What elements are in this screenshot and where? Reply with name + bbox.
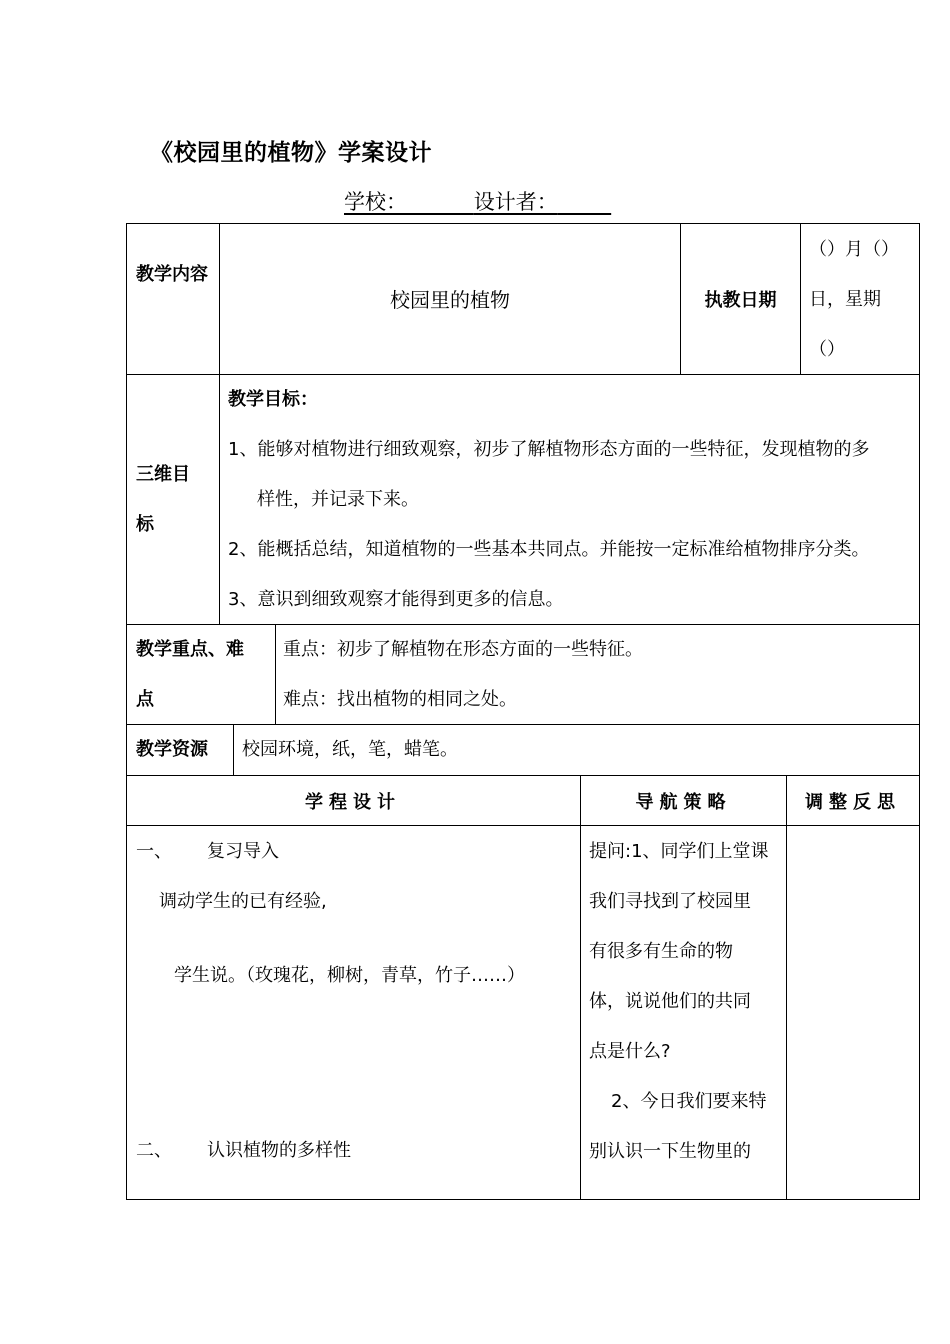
designer-label: 设计者： [473, 190, 558, 214]
guide-line: 2、今日我们要来特 [611, 1091, 767, 1112]
key-point: 重点：初步了解植物在形态方面的一些特征。 [283, 639, 643, 660]
teaching-resources-label: 教学资源 [136, 739, 208, 760]
section-2-title: 认识植物的多样性 [207, 1140, 351, 1161]
teaching-goals [228, 375, 918, 625]
school-label: 学校： [344, 190, 407, 214]
teaching-resources-value: 校园环境，纸，笔，蜡笔。 [242, 739, 458, 760]
section-2-number: 二、 [136, 1140, 172, 1161]
section-1-line-2: 学生说。（玫瑰花，柳树，青草，竹子……） [174, 965, 525, 986]
guide-line: 点是什么? [589, 1041, 671, 1062]
key-difficult-points-label: 教学重点、难 点 [136, 639, 244, 710]
guide-line: 别认识一下生物里的 [589, 1141, 751, 1162]
column-header-learning-design: 学程设计 [305, 791, 401, 813]
difficult-point: 难点：找出植物的相同之处。 [283, 689, 517, 710]
column-header-guidance-strategy: 导航策略 [635, 791, 732, 813]
goal-1-continued: 样性，并记录下来。 [257, 489, 419, 510]
teaching-date-value: （）月（） 日，星期 （） [809, 239, 899, 360]
guide-line: 我们寻找到了校园里 [589, 891, 751, 912]
key-difficult-points [283, 625, 913, 725]
section-1-number: 一、 [136, 841, 172, 862]
learning-design-content [136, 827, 576, 1197]
teaching-content-label: 教学内容 [136, 264, 208, 285]
section-1-title: 复习导入 [207, 841, 279, 862]
guide-line: 体，说说他们的共同 [589, 991, 751, 1012]
goal-3: 3、意识到细致观察才能得到更多的信息。 [228, 589, 564, 610]
teaching-date-label: 执教日期 [704, 289, 777, 311]
reflection-content [787, 826, 919, 1199]
teaching-goals-heading: 教学目标： [228, 389, 318, 410]
three-dimensional-goals-label: 三维目 标 [136, 464, 190, 535]
goal-1: 1、能够对植物进行细致观察，初步了解植物形态方面的一些特征，发现植物的多 [228, 439, 870, 460]
guide-line: 提问:1、同学们上堂课 [589, 841, 769, 862]
lesson-plan-table [126, 223, 920, 1200]
column-header-reflection: 调整反思 [805, 791, 901, 813]
section-1-line-1: 调动学生的已有经验, [159, 891, 327, 912]
document-title: 《校园里的植物》学案设计 [150, 140, 432, 166]
goal-2: 2、能概括总结，知道植物的一些基本共同点。并能按一定标准给植物排序分类。 [228, 539, 870, 560]
teaching-content-value: 校园里的植物 [390, 288, 510, 312]
guide-line: 有很多有生命的物 [589, 941, 733, 962]
guidance-strategy-content [589, 827, 784, 1177]
school-designer-line [344, 186, 611, 216]
